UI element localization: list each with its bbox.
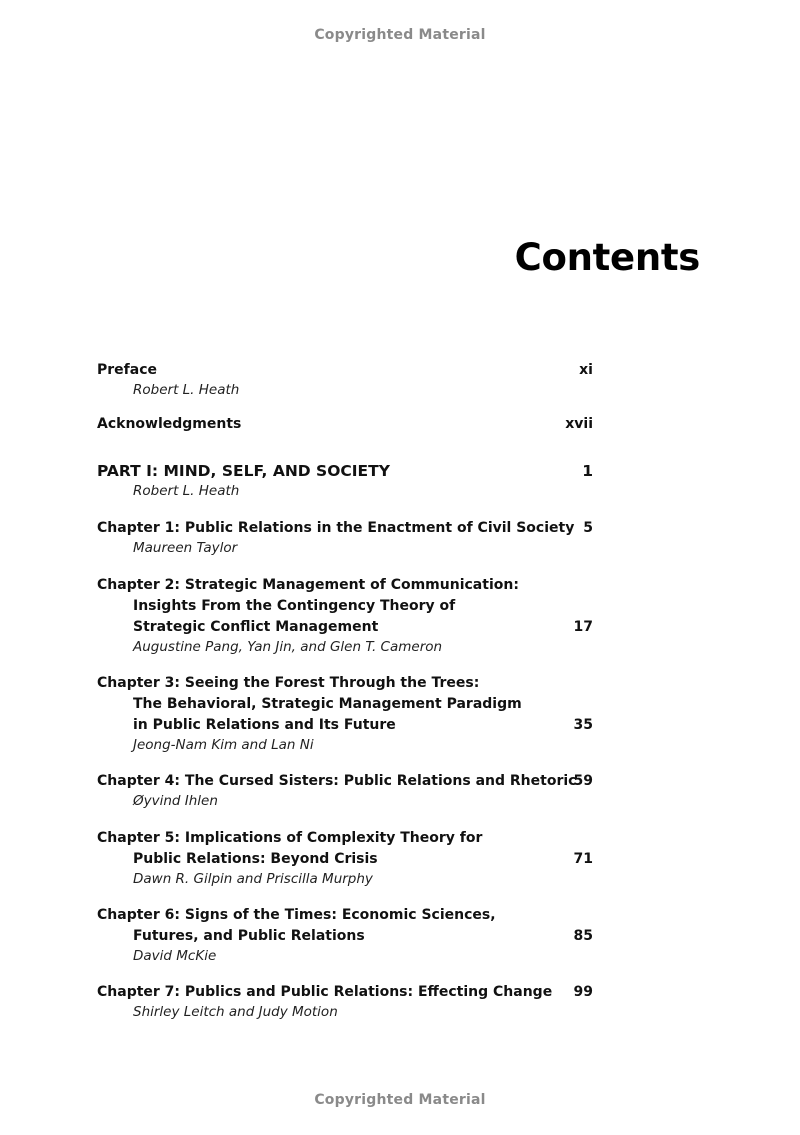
toc-entry-title-continued: [97, 694, 593, 715]
toc-page-number: xi: [579, 362, 593, 378]
toc-entry-title-line: Futures, and Public Relations: [133, 928, 365, 944]
toc-entry-acknowledgments: [97, 414, 593, 435]
toc-entry-author: Maureen Taylor: [133, 540, 238, 556]
toc-entry-title: [97, 982, 593, 1003]
toc-entry-title: [97, 518, 593, 539]
toc-page-number: 85: [573, 928, 593, 944]
toc-entry-title: [97, 575, 593, 596]
toc-page-number: 1: [582, 462, 593, 480]
toc-page-number: 35: [573, 717, 593, 733]
toc-entry-author: Augustine Pang, Yan Jin, and Glen T. Cameron: [133, 639, 443, 655]
toc-entry-chapter-1: [97, 518, 593, 558]
toc-page-number: xvii: [565, 416, 593, 432]
toc-entry-author: Robert L. Heath: [133, 382, 240, 398]
toc-entry-chapter-3: [97, 673, 593, 755]
toc-entry-title-continued: [97, 849, 593, 870]
toc-entry-title: [97, 461, 593, 482]
toc-entry-author: Jeong-Nam Kim and Lan Ni: [133, 737, 314, 753]
toc-entry-chapter-7: [97, 982, 593, 1022]
watermark-top: Copyrighted Material: [314, 27, 486, 43]
toc-entry-title-line: Chapter 6: Signs of the Times: Economic Sciences,: [97, 907, 496, 923]
toc-entry-title-continued: [97, 715, 593, 736]
toc-entry-part-1: [97, 461, 593, 501]
toc-entry-preface: [97, 360, 593, 400]
toc-entry-title: [97, 414, 593, 435]
toc-entry-title-line: Chapter 4: The Cursed Sisters: Public Relations and Rhetoric: [97, 773, 577, 789]
toc-entry-title: [97, 673, 593, 694]
toc-entry-title-line: in Public Relations and Its Future: [133, 717, 396, 733]
toc-entry-title: [97, 771, 593, 792]
toc-entry-title-line: Chapter 7: Publics and Public Relations: Effecting Change: [97, 984, 553, 1000]
toc-entry-author: Robert L. Heath: [133, 483, 240, 499]
toc-entry-title-line: Chapter 1: Public Relations in the Enactment of Civil Society: [97, 520, 575, 536]
toc-entry-author: Shirley Leitch and Judy Motion: [133, 1004, 338, 1020]
toc-entry-chapter-4: [97, 771, 593, 811]
toc-page-number: 99: [573, 984, 593, 1000]
toc-entry-author: Øyvind Ihlen: [133, 793, 218, 809]
page-title: Contents: [514, 236, 700, 279]
toc-entry-title-line: Insights From the Contingency Theory of: [133, 598, 456, 614]
toc-page-number: 5: [583, 520, 593, 536]
toc-page-number: 17: [573, 619, 593, 635]
toc-entry-author: Dawn R. Gilpin and Priscilla Murphy: [133, 871, 373, 887]
toc-entry-title-line: Strategic Conflict Management: [133, 619, 379, 635]
toc-entry-title-line: Chapter 5: Implications of Complexity Theory for: [97, 830, 483, 846]
watermark-bottom: Copyrighted Material: [314, 1092, 486, 1108]
toc-entry-title-line: Chapter 2: Strategic Management of Communication:: [97, 577, 519, 593]
toc-entry-title-line: Preface: [97, 362, 157, 378]
toc-entry-title-line: Acknowledgments: [97, 416, 242, 432]
toc-entry-chapter-2: [97, 575, 593, 657]
toc-page-number: 59: [573, 773, 593, 789]
toc-entry-chapter-6: [97, 905, 593, 966]
toc-entry-title-continued: [97, 596, 593, 617]
toc-entry-title-line: Chapter 3: Seeing the Forest Through the Trees:: [97, 675, 480, 691]
toc-entry-title-line: The Behavioral, Strategic Management Paradigm: [133, 696, 522, 712]
toc-entry-title-line: PART I: MIND, SELF, AND SOCIETY: [97, 462, 390, 480]
toc-entry-title-continued: [97, 926, 593, 947]
toc-entry-title: [97, 360, 593, 381]
toc-entry-author: David McKie: [133, 948, 217, 964]
toc-entry-title: [97, 905, 593, 926]
toc-entry-title-continued: [97, 617, 593, 638]
toc-entry-title-line: Public Relations: Beyond Crisis: [133, 851, 378, 867]
toc-entry-chapter-5: [97, 828, 593, 889]
toc-page-number: 71: [573, 851, 593, 867]
toc-entry-title: [97, 828, 593, 849]
